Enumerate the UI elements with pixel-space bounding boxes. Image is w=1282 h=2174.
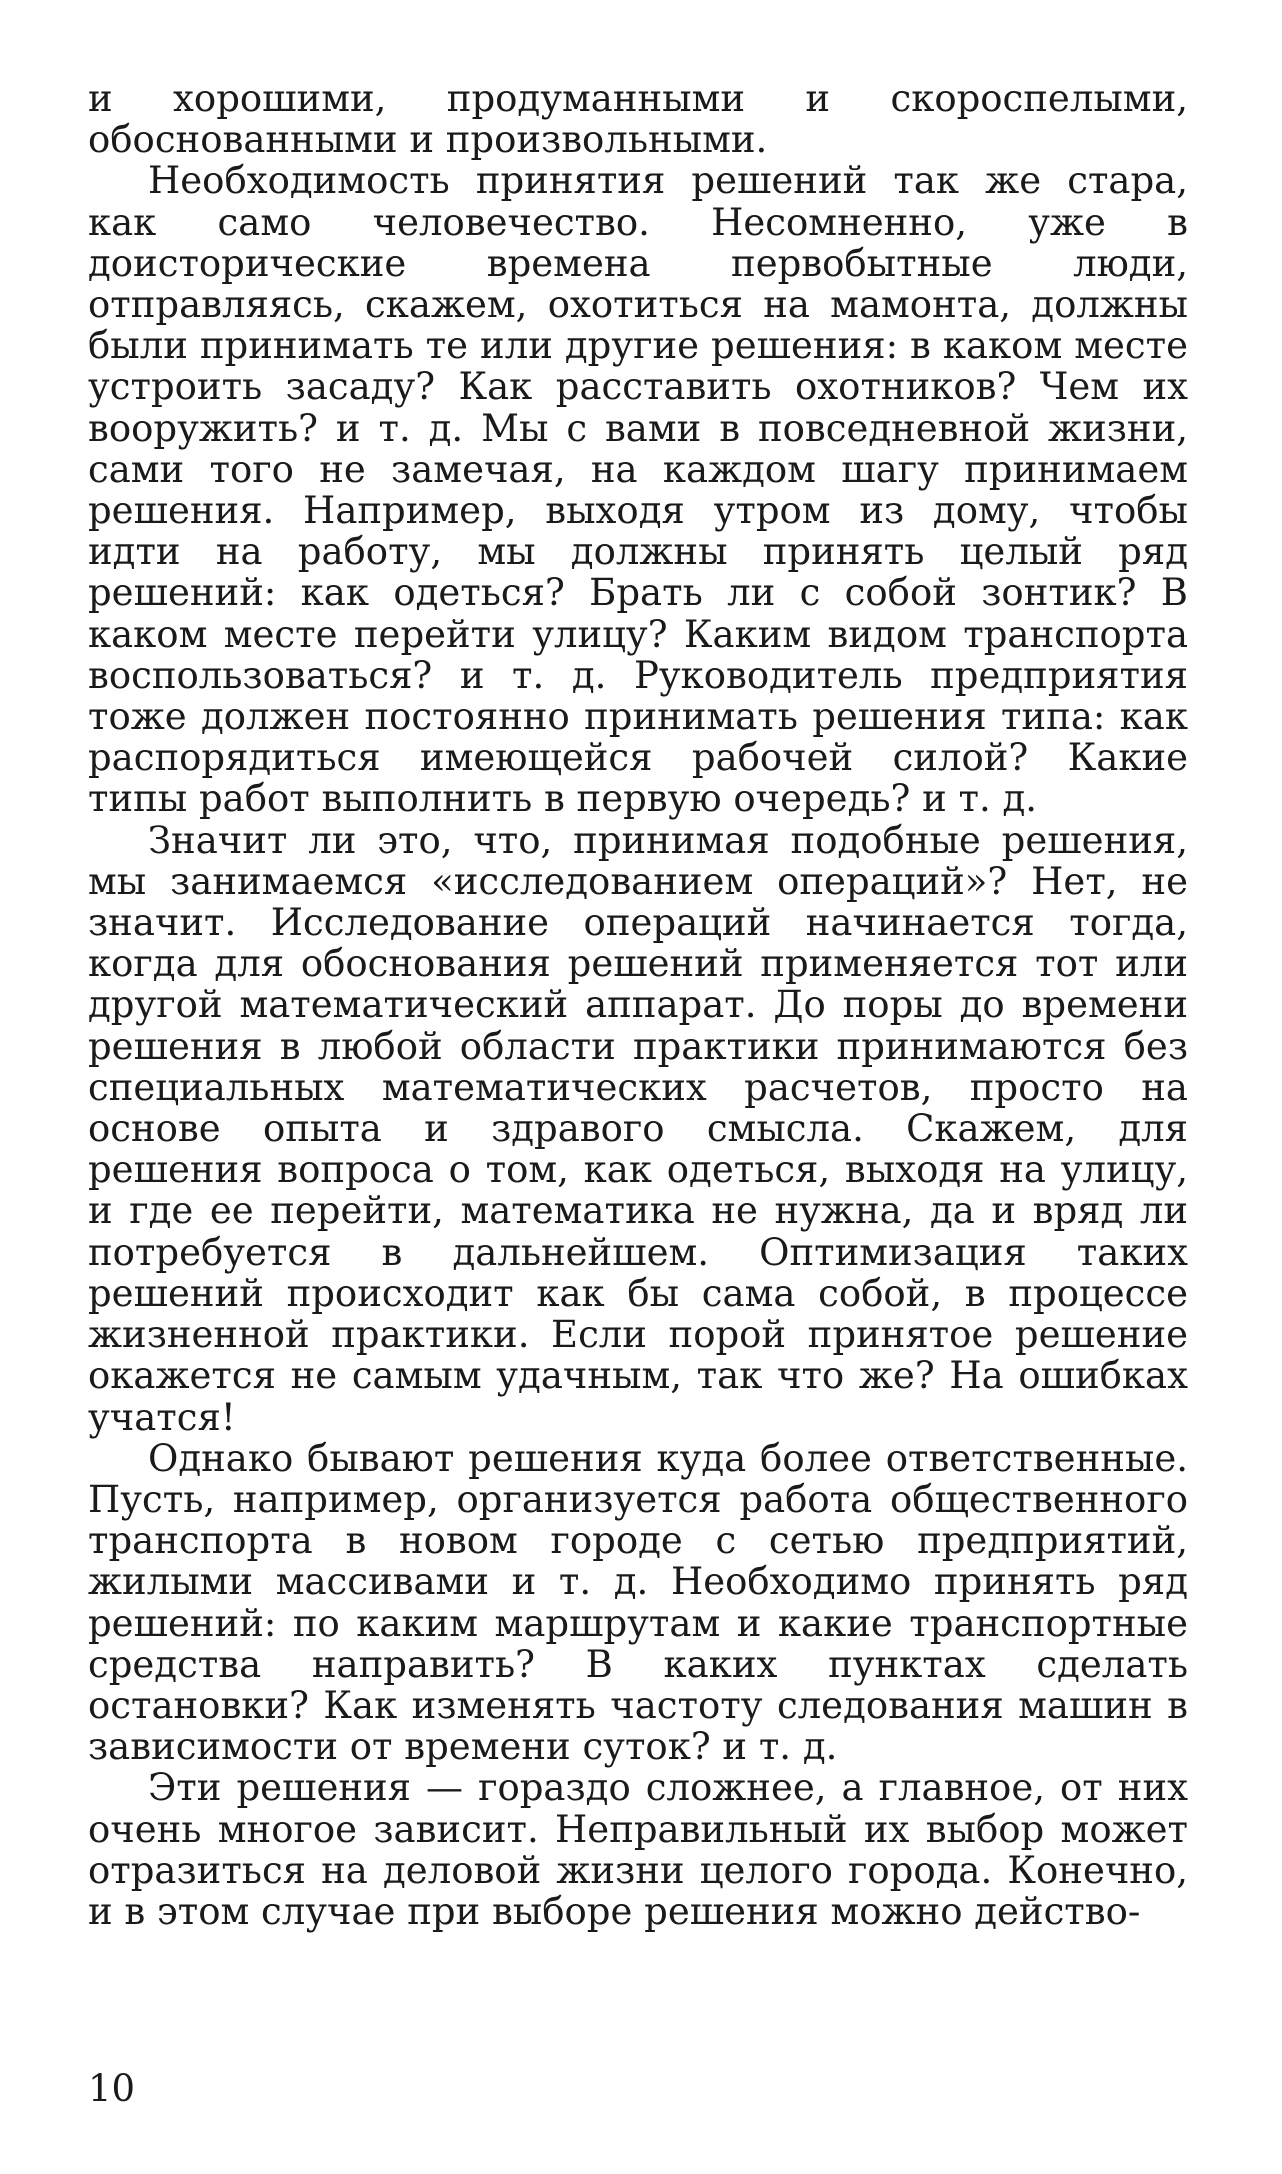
page-body	[88, 78, 1188, 1932]
paragraph-2: Необходимость принятия решений так же стара, как само человечество. Несомненно, уже в доисторические времена первобытные люди, отправляясь, скажем, охотиться на мамонта, должны были принимать те или другие решения: в каком месте устроить засаду? Как расставить охотников? Чем их вооружить? и т. д. Мы с вами в повседневной жизни, сами того не замечая, на каждом шагу принимаем решения. Например, выходя утром из дому, чтобы идти на работу, мы должны принять целый ряд решений: как одеться? Брать ли с собой зонтик? В каком месте перейти улицу? Каким видом транспорта воспользоваться? и т. д. Руководитель предприятия тоже должен постоянно принимать решения типа: как распорядиться имеющейся рабочей силой? Какие типы работ выполнить в первую очередь? и т. д.	[88, 159, 1188, 821]
paragraph-5: Эти решения — гораздо сложнее, а главное, от них очень многое зависит. Неправильный их выбор может отразиться на деловой жизни целого города. Конечно, и в этом случае при выборе решения можно действо-	[88, 1766, 1188, 1933]
paragraph-3: Значит ли это, что, принимая подобные решения, мы занимаемся «исследованием операций»? Нет, не значит. Исследование операций начинается тогда, когда для обоснования решений применяется тот или другой математический аппарат. До поры до времени решения в любой области практики принимаются без специальных математических расчетов, просто на основе опыта и здравого смысла. Скажем, для решения вопроса о том, как одеться, выходя на улицу, и где ее перейти, математика не нужна, да и вряд ли потребуется в дальнейшем. Оптимизация таких решений происходит как бы сама собой, в процессе жизненной практики. Если порой принятое решение окажется не самым удачным, так что же? На ошибках учатся!	[88, 818, 1188, 1439]
paragraph-4: Однако бывают решения куда более ответственные. Пусть, например, организуется работа общественного транспорта в новом городе с сетью предприятий, жилыми массивами и т. д. Необходимо принять ряд решений: по каким маршрутам и какие транспортные средства направить? В каких пунктах сделать остановки? Как изменять частоту следования машин в зависимости от времени суток? и т. д.	[88, 1436, 1188, 1769]
paragraph-1: и хорошими, продуманными и скороспелыми, обоснованными и произвольными.	[88, 77, 1188, 162]
page-number: 10	[88, 2067, 136, 2110]
